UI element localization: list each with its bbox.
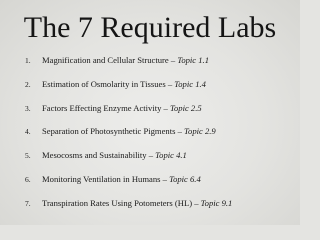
item-text bbox=[42, 79, 206, 89]
item-number: 6. bbox=[25, 174, 31, 184]
item-topic: Topic 1.1 bbox=[177, 55, 210, 65]
item-name: Estimation of Osmolarity in Tissues bbox=[42, 78, 166, 89]
item-name: Monitoring Ventilation in Humans bbox=[42, 173, 161, 184]
item-name: Factors Effecting Enzyme Activity bbox=[42, 102, 162, 113]
item-number: 5. bbox=[25, 151, 31, 161]
item-separator: – bbox=[168, 55, 178, 65]
list-item bbox=[25, 174, 297, 198]
item-number: 1. bbox=[25, 56, 31, 65]
labs-list bbox=[25, 55, 297, 222]
item-text bbox=[42, 198, 232, 208]
item-name: Transpiration Rates Using Potometers (HL) bbox=[42, 197, 193, 208]
item-number: 3. bbox=[25, 103, 31, 113]
item-number: 4. bbox=[25, 127, 31, 137]
item-text bbox=[42, 55, 209, 65]
item-separator: – bbox=[192, 197, 201, 208]
list-item bbox=[25, 79, 297, 103]
slide-title: The 7 Required Labs bbox=[23, 11, 277, 44]
item-text bbox=[42, 103, 202, 113]
item-name: Magnification and Cellular Structure bbox=[42, 55, 169, 65]
item-number: 7. bbox=[25, 198, 31, 208]
list-item bbox=[25, 103, 297, 127]
item-text bbox=[42, 126, 216, 136]
item-topic: Topic 2.9 bbox=[184, 126, 216, 137]
item-number: 2. bbox=[25, 79, 31, 89]
list-item bbox=[25, 198, 297, 222]
item-separator: – bbox=[161, 102, 170, 113]
list-item bbox=[25, 126, 297, 150]
item-separator: – bbox=[146, 150, 156, 161]
list-item bbox=[25, 55, 297, 79]
item-topic: Topic 1.4 bbox=[174, 78, 206, 89]
item-topic: Topic 9.1 bbox=[200, 197, 233, 208]
item-text bbox=[42, 174, 201, 184]
item-topic: Topic 2.5 bbox=[170, 102, 202, 113]
item-separator: – bbox=[175, 126, 185, 137]
item-name: Separation of Photosynthetic Pigments bbox=[42, 126, 176, 137]
item-separator: – bbox=[160, 173, 170, 184]
item-text bbox=[42, 150, 187, 160]
item-separator: – bbox=[165, 78, 175, 89]
item-name: Mesocosms and Sustainability bbox=[42, 150, 147, 161]
list-item bbox=[25, 150, 297, 174]
item-topic: Topic 4.1 bbox=[155, 150, 187, 161]
item-topic: Topic 6.4 bbox=[169, 173, 201, 184]
